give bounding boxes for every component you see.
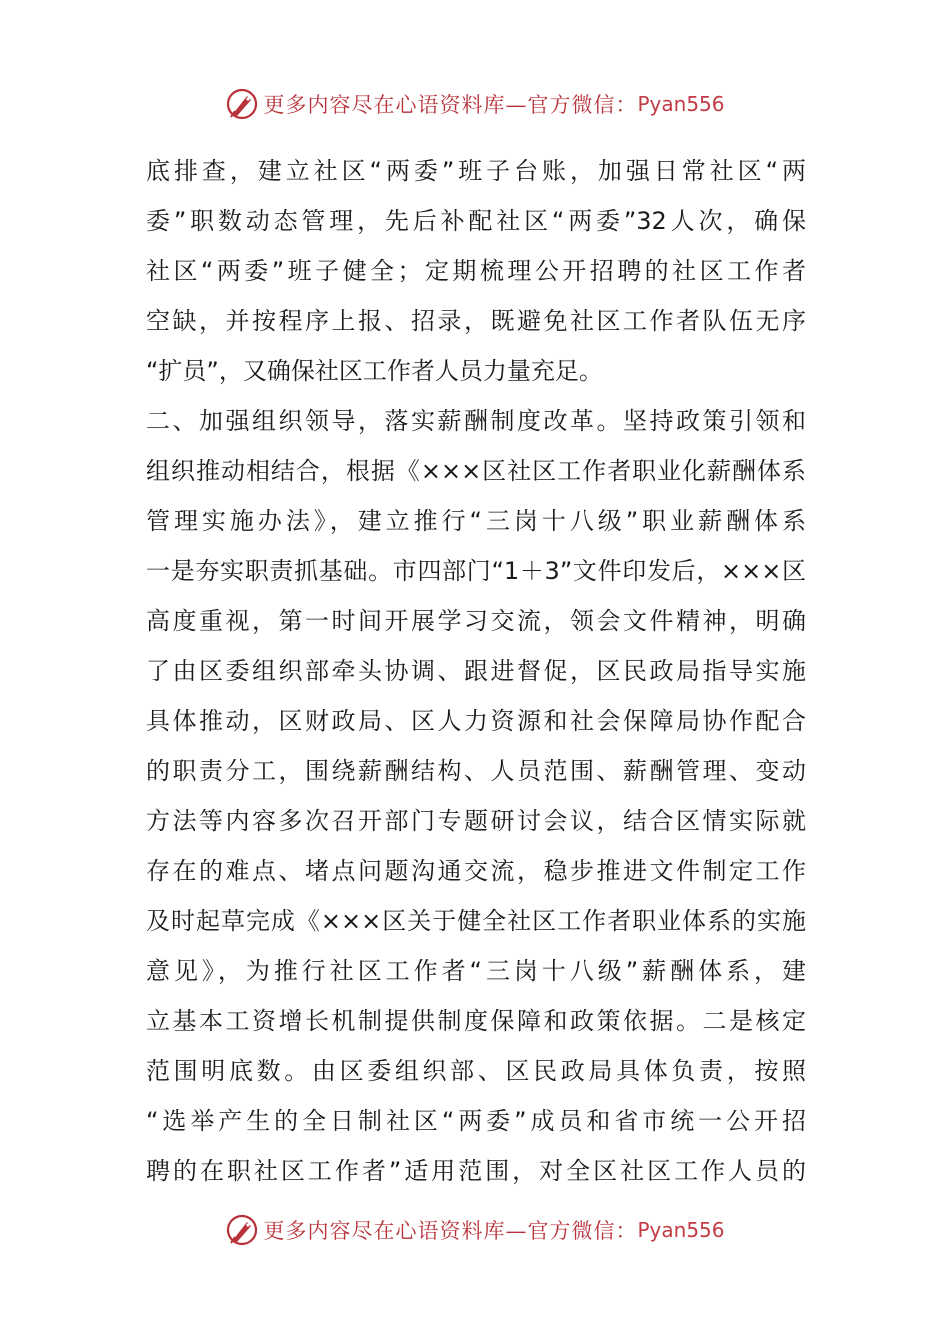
text-line: 及时起草完成《×××区关于健全社区工作者职业体系的实施 [146, 907, 806, 935]
pen-nib-icon [225, 87, 259, 121]
document-body [146, 146, 806, 1196]
text-line: 高度重视，第一时间开展学习交流，领会文件精神，明确 [146, 607, 806, 635]
footer-watermark-banner [0, 1210, 950, 1250]
text-line: 聘的在职社区工作者”适用范围，对全区社区工作人员的 [146, 1157, 806, 1185]
text-line: 的职责分工，围绕薪酬结构、人员范围、薪酬管理、变动 [146, 757, 806, 785]
pen-nib-icon [225, 1213, 259, 1247]
text-line: 空缺，并按程序上报、招录，既避免社区工作者队伍无序 [146, 307, 806, 335]
text-line: 委”职数动态管理，先后补配社区“两委”32人次，确保 [146, 207, 806, 235]
text-line: 方法等内容多次召开部门专题研讨会议，结合区情实际就 [146, 807, 806, 835]
banner-text: 更多内容尽在心语资料库—官方微信： [263, 1219, 638, 1243]
text-line: 具体推动，区财政局、区人力资源和社会保障局协作配合 [146, 707, 806, 735]
text-line: 管理实施办法》，建立推行“三岗十八级”职业薪酬体系 [146, 507, 806, 535]
text-line: 组织推动相结合，根据《×××区社区工作者职业化薪酬体系 [146, 457, 806, 485]
text-line: 二、加强组织领导，落实薪酬制度改革。坚持政策引领和 [146, 407, 806, 435]
text-line: “选举产生的全日制社区“两委”成员和省市统一公开招 [146, 1107, 806, 1135]
text-line: 意见》，为推行社区工作者“三岗十八级”薪酬体系，建 [146, 957, 806, 985]
text-line: 存在的难点、堵点问题沟通交流，稳步推进文件制定工作 [146, 857, 806, 885]
text-line: 范围明底数。由区委组织部、区民政局具体负责，按照 [146, 1057, 806, 1085]
header-watermark-banner [0, 84, 950, 124]
banner-text: 更多内容尽在心语资料库—官方微信： [263, 93, 638, 117]
text-line: 一是夯实职责抓基础。市四部门“1＋3”文件印发后，×××区 [146, 557, 806, 585]
text-line: 立基本工资增长机制提供制度保障和政策依据。二是核定 [146, 1007, 806, 1035]
text-line: 了由区委组织部牵头协调、跟进督促，区民政局指导实施 [146, 657, 806, 685]
banner-wechat-id: Pyan556 [637, 92, 725, 116]
text-line: “扩员”，又确保社区工作者人员力量充足。 [146, 357, 603, 385]
banner-wechat-id: Pyan556 [637, 1218, 725, 1242]
text-line: 底排查，建立社区“两委”班子台账，加强日常社区“两 [146, 157, 806, 185]
text-line: 社区“两委”班子健全；定期梳理公开招聘的社区工作者 [146, 257, 806, 285]
